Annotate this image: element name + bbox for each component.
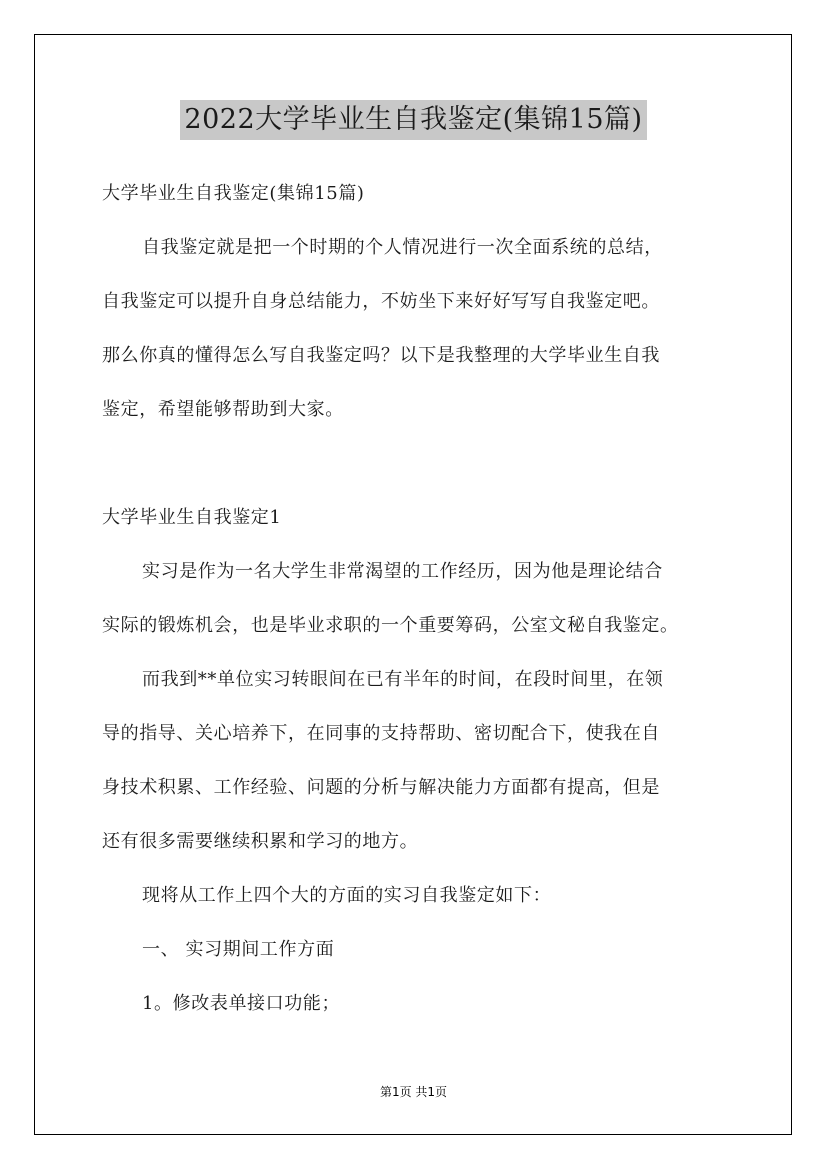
paragraph-line: 自我鉴定就是把一个时期的个人情况进行一次全面系统的总结， <box>142 237 663 258</box>
subtitle-line: 大学毕业生自我鉴定(集锦15篇) <box>102 183 365 204</box>
paragraph-line: 自我鉴定可以提升自身总结能力，不妨坐下来好好写写自我鉴定吧。 <box>102 291 660 312</box>
paragraph-line: 那么你真的懂得怎么写自我鉴定吗？以下是我整理的大学毕业生自我 <box>102 345 660 366</box>
paragraph-line: 实习是作为一名大学生非常渴望的工作经历，因为他是理论结合 <box>142 561 663 582</box>
paragraph-line: 而我到**单位实习转眼间在已有半年的时间，在段时间里，在领 <box>142 669 664 690</box>
paragraph-line: 还有很多需要继续积累和学习的地方。 <box>102 831 419 852</box>
list-heading: 一、 实习期间工作方面 <box>142 939 335 960</box>
paragraph-line: 实际的锻炼机会，也是毕业求职的一个重要筹码，公室文秘自我鉴定。 <box>102 615 679 636</box>
title-wrap <box>0 100 827 140</box>
document-title: 2022大学毕业生自我鉴定(集锦15篇) <box>180 100 646 140</box>
page-footer: 第1页 共1页 <box>379 1085 448 1099</box>
paragraph-line: 身技术积累、工作经验、问题的分析与解决能力方面都有提高，但是 <box>102 777 660 798</box>
paragraph-line: 导的指导、关心培养下，在同事的支持帮助、密切配合下，使我在自 <box>102 723 660 744</box>
list-item: 1。修改表单接口功能； <box>142 993 341 1014</box>
paragraph-line: 鉴定，希望能够帮助到大家。 <box>102 399 344 420</box>
paragraph-line: 现将从工作上四个大的方面的实习自我鉴定如下： <box>142 885 552 906</box>
document-body <box>102 176 742 1022</box>
section-heading: 大学毕业生自我鉴定1 <box>102 507 282 528</box>
